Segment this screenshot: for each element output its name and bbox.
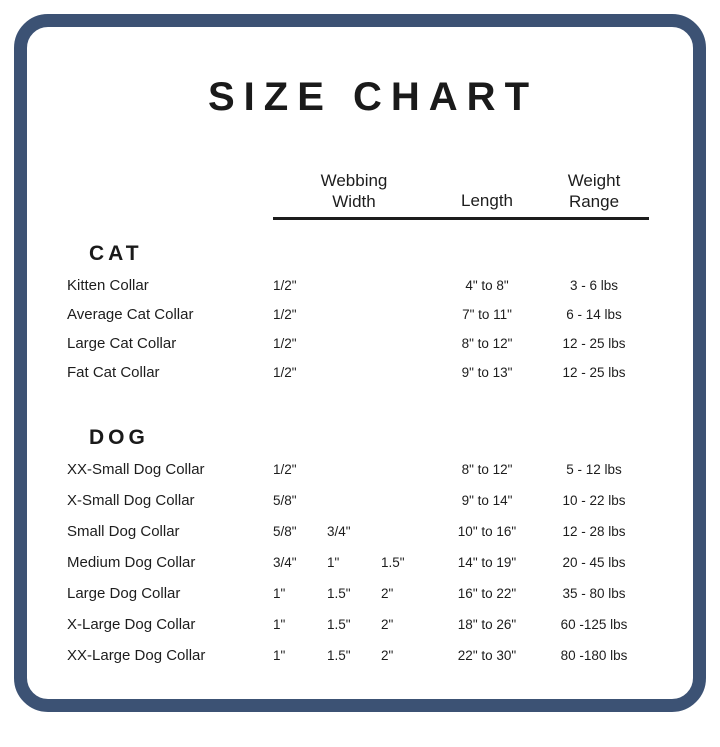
column-header-weight-range (539, 170, 649, 212)
row-name: Large Cat Collar (67, 335, 177, 352)
row-width-1: 1/2" (273, 365, 297, 380)
row-length: 4" to 8" (465, 278, 509, 293)
table-row (67, 492, 679, 523)
row-name: Fat Cat Collar (67, 364, 160, 381)
row-width-1: 1/2" (273, 462, 297, 477)
row-width-1: 1/2" (273, 336, 297, 351)
row-width-2: 1" (327, 555, 340, 570)
row-width-3: 1.5" (381, 555, 405, 570)
row-weight: 80 -180 lbs (560, 648, 628, 663)
row-name: Kitten Collar (67, 277, 149, 294)
table-row (67, 364, 679, 393)
row-name: Large Dog Collar (67, 585, 181, 602)
table-row (67, 335, 679, 364)
row-name: Medium Dog Collar (67, 554, 196, 571)
table-row (67, 523, 679, 554)
row-width-1: 3/4" (273, 555, 297, 570)
table-row (67, 277, 679, 306)
row-length: 8" to 12" (461, 462, 513, 477)
row-name: Small Dog Collar (67, 523, 180, 540)
table-row (67, 306, 679, 335)
row-weight: 12 - 25 lbs (562, 336, 626, 351)
row-name: XX-Large Dog Collar (67, 647, 206, 664)
chart-content (27, 27, 719, 725)
row-length: 22" to 30" (457, 648, 517, 663)
row-weight: 35 - 80 lbs (562, 586, 626, 601)
webbing-width-line1: Webbing (320, 171, 388, 190)
row-width-1: 5/8" (273, 524, 297, 539)
size-table (67, 160, 679, 678)
table-row (67, 647, 679, 678)
row-width-2: 1.5" (327, 648, 351, 663)
row-length: 8" to 12" (461, 336, 513, 351)
cat-rows (67, 277, 679, 393)
row-weight: 12 - 28 lbs (562, 524, 626, 539)
table-row (67, 461, 679, 492)
row-width-1: 1" (273, 617, 286, 632)
decorative-border (14, 14, 706, 712)
row-width-2: 3/4" (327, 524, 351, 539)
row-length: 16" to 22" (457, 586, 517, 601)
row-width-1: 5/8" (273, 493, 297, 508)
section-heading-cat: CAT (89, 242, 143, 265)
row-name: XX-Small Dog Collar (67, 461, 205, 478)
dog-rows (67, 461, 679, 678)
row-length: 7" to 11" (462, 307, 512, 322)
row-weight: 6 - 14 lbs (566, 307, 622, 322)
row-width-1: 1/2" (273, 278, 297, 293)
row-length: 14" to 19" (457, 555, 517, 570)
row-name: X-Small Dog Collar (67, 492, 195, 509)
row-name: X-Large Dog Collar (67, 616, 196, 633)
row-length: 10" to 16" (457, 524, 517, 539)
row-width-2: 1.5" (327, 617, 351, 632)
row-weight: 12 - 25 lbs (562, 365, 626, 380)
row-width-1: 1/2" (273, 307, 297, 322)
row-name: Average Cat Collar (67, 306, 194, 323)
column-header-webbing-width (273, 170, 435, 212)
column-header-length (435, 190, 539, 212)
row-length: 9" to 14" (461, 493, 513, 508)
row-weight: 60 -125 lbs (560, 617, 628, 632)
table-row (67, 616, 679, 647)
length-label: Length (461, 191, 513, 210)
row-width-1: 1" (273, 648, 286, 663)
row-weight: 3 - 6 lbs (569, 278, 619, 293)
row-width-3: 2" (381, 617, 394, 632)
row-width-1: 1" (273, 586, 286, 601)
table-row (67, 585, 679, 616)
header-divider (273, 217, 649, 220)
row-weight: 5 - 12 lbs (566, 462, 622, 477)
row-length: 18" to 26" (457, 617, 517, 632)
section-heading-dog: DOG (89, 426, 149, 449)
page-title: SIZE CHART (208, 75, 538, 119)
row-length: 9" to 13" (461, 365, 513, 380)
table-row (67, 554, 679, 585)
row-width-2: 1.5" (327, 586, 351, 601)
table-header-row (67, 160, 679, 212)
row-width-3: 2" (381, 586, 394, 601)
row-weight: 20 - 45 lbs (562, 555, 626, 570)
weight-line1: Weight (567, 171, 621, 190)
webbing-width-line2: Width (332, 192, 376, 211)
row-width-3: 2" (381, 648, 394, 663)
weight-line2: Range (568, 192, 620, 211)
row-weight: 10 - 22 lbs (562, 493, 626, 508)
